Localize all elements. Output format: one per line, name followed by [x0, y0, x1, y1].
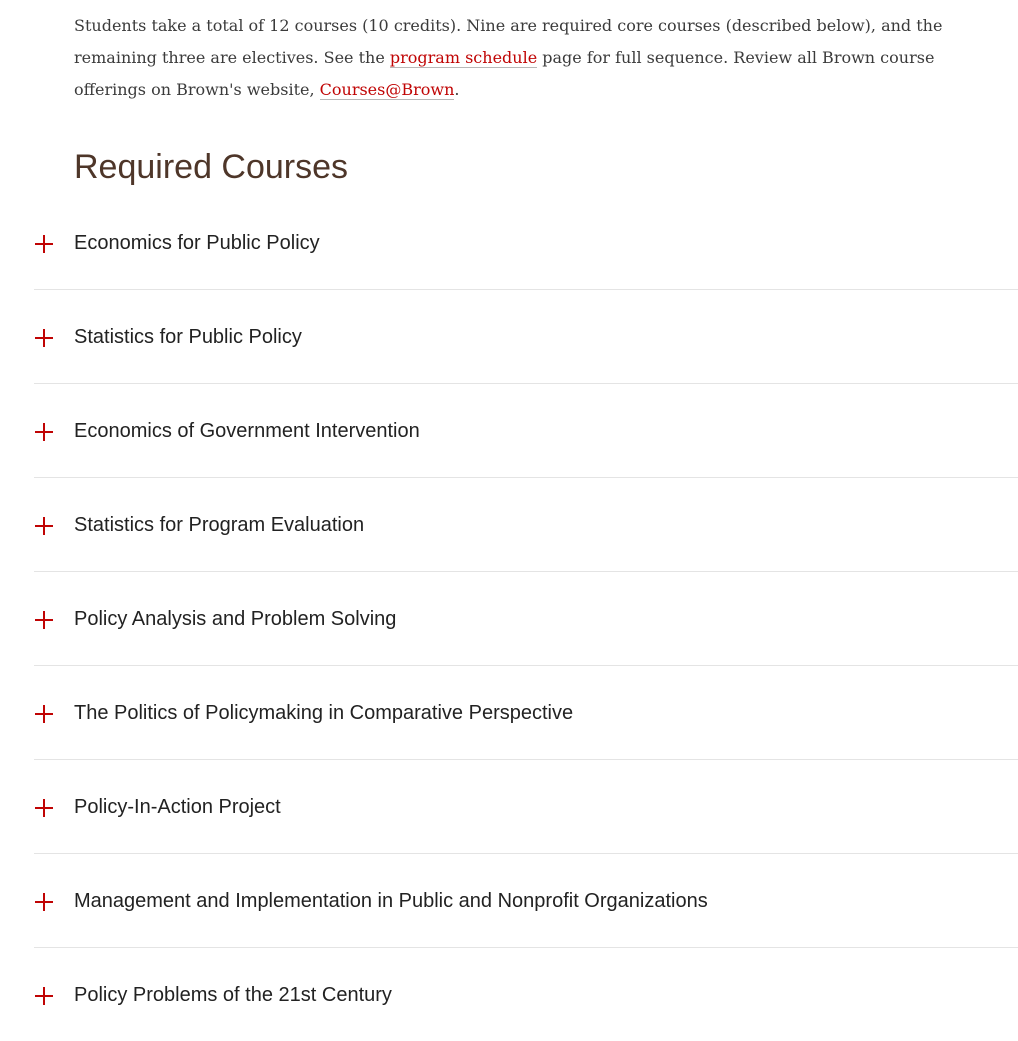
- accordion-item-politics-of-policymaking[interactable]: [34, 666, 1018, 760]
- accordion-item-policy-in-action-project[interactable]: [34, 760, 1018, 854]
- accordion-item-title[interactable]: Economics of Government Intervention: [74, 420, 420, 442]
- accordion-item-title[interactable]: Statistics for Program Evaluation: [74, 514, 365, 536]
- plus-icon[interactable]: [35, 705, 53, 723]
- required-courses-heading: Required Courses: [74, 148, 349, 186]
- plus-icon[interactable]: [35, 329, 53, 347]
- plus-icon[interactable]: [35, 423, 53, 441]
- accordion-item-title[interactable]: Policy Problems of the 21st Century: [74, 984, 392, 1006]
- accordion-item-economics-of-government-intervention[interactable]: [34, 384, 1018, 478]
- intro-paragraph: [74, 10, 984, 106]
- courses-at-brown-link[interactable]: Courses@Brown: [319, 80, 455, 99]
- plus-icon[interactable]: [35, 987, 53, 1005]
- plus-icon[interactable]: [35, 611, 53, 629]
- accordion-item-policy-analysis[interactable]: [34, 572, 1018, 666]
- accordion-item-title[interactable]: Policy Analysis and Problem Solving: [74, 608, 397, 630]
- accordion-item-title[interactable]: Policy-In-Action Project: [74, 796, 281, 818]
- intro-text: Students take a total of 12 courses (10 credits). Nine are required core courses (described below), and the remaining three are electives. See the: [74, 16, 943, 67]
- accordion-item-title[interactable]: Management and Implementation in Public and Nonprofit Organizations: [74, 890, 708, 912]
- accordion-item-management-and-implementation[interactable]: [34, 854, 1018, 948]
- accordion-item-title[interactable]: Economics for Public Policy: [74, 232, 320, 254]
- program-schedule-link[interactable]: program schedule: [389, 48, 538, 67]
- plus-icon[interactable]: [35, 517, 53, 535]
- accordion-item-title[interactable]: Statistics for Public Policy: [74, 326, 302, 348]
- accordion-item-statistics-for-public-policy[interactable]: [34, 290, 1018, 384]
- accordion-item-policy-problems-21st-century[interactable]: [34, 948, 1018, 1041]
- accordion-item-statistics-for-program-evaluation[interactable]: [34, 478, 1018, 572]
- plus-icon[interactable]: [35, 799, 53, 817]
- courses-accordion: [34, 196, 1018, 1041]
- accordion-item-title[interactable]: The Politics of Policymaking in Comparative Perspective: [74, 702, 574, 724]
- plus-icon[interactable]: [35, 235, 53, 253]
- accordion-item-economics-for-public-policy[interactable]: [34, 196, 1018, 290]
- intro-text: .: [454, 80, 460, 99]
- plus-icon[interactable]: [35, 893, 53, 911]
- intro-text: page for full sequence. Review all Brown course offerings on Brown's website,: [74, 48, 935, 99]
